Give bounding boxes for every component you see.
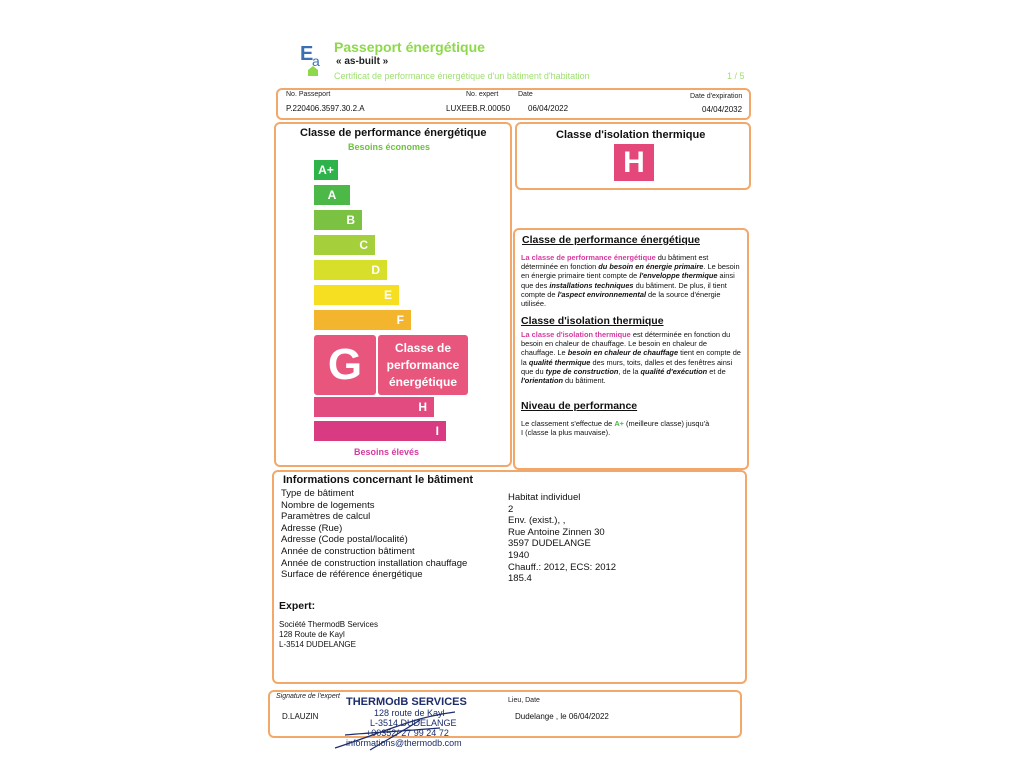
signer-name: D.LAUZIN xyxy=(282,712,319,721)
stamp-line: 128 route de Kayl xyxy=(374,708,445,718)
explanation-heading-level: Niveau de performance xyxy=(521,400,638,412)
caption-line-2: performance xyxy=(386,358,460,372)
class-bar-f: F xyxy=(314,310,411,330)
text: est déterminée en fonction du besoin en chaleur de chauffage. Le besoin en chaleur de chauffage. Le xyxy=(521,330,731,358)
text: des murs, toits, dalles et des fenêtres ainsi que du xyxy=(521,357,733,376)
text: , de la xyxy=(618,366,641,376)
page-number: 1 / 5 xyxy=(727,71,745,81)
insulation-class-title: Classe d'isolation thermique xyxy=(556,129,706,141)
info-label: Année de construction bâtiment xyxy=(281,545,415,557)
class-bar-h: H xyxy=(314,397,434,417)
expert-address xyxy=(279,620,378,650)
caption-line-1: Classe de xyxy=(394,341,452,355)
term: qualité thermique xyxy=(528,357,591,367)
class-bar-a: A xyxy=(314,185,350,205)
text: Le classement s'effectue de xyxy=(521,419,615,428)
text: de la source d'énergie utilisée. xyxy=(521,289,721,309)
passport-subtitle: « as-built » xyxy=(336,56,389,67)
svg-text:a: a xyxy=(312,53,320,69)
text: et de xyxy=(707,366,726,376)
best-class: A+ xyxy=(614,419,624,428)
passport-number: P.220406.3597.30.2.A xyxy=(286,104,365,113)
info-value: Chauff.: 2012, ECS: 2012 xyxy=(508,561,617,573)
term: besoin en chaleur de chauffage xyxy=(567,348,679,358)
class-bar-c: C xyxy=(314,235,375,255)
info-values xyxy=(508,492,616,585)
info-value: 3597 DUDELANGE xyxy=(508,538,591,550)
expert-line: L-3514 DUDELANGE xyxy=(279,640,356,649)
term: l'orientation xyxy=(521,376,563,386)
svg-text:E: E xyxy=(300,43,314,65)
passport-number-label: No. Passeport xyxy=(286,91,331,98)
term: l'aspect environnemental xyxy=(557,289,646,299)
term-performance: La classe de performance énergétique xyxy=(521,253,656,262)
expiry-date: 04/04/2032 xyxy=(702,105,743,114)
expert-line: 128 Route de Kayl xyxy=(279,630,345,639)
explanation-insulation-text xyxy=(521,330,743,385)
expert-line: Société ThermodB Services xyxy=(279,620,379,629)
place-date-label: Lieu, Date xyxy=(508,697,540,704)
explanation-heading-insulation: Classe d'isolation thermique xyxy=(521,315,664,327)
text: (meilleure classe) jusqu'à I (classe la plus mauvaise). xyxy=(521,419,710,438)
current-class-g: G xyxy=(314,335,376,395)
issue-date: 06/04/2022 xyxy=(528,104,569,113)
stamp-line: +00352/ 27 99 24 72 xyxy=(366,728,449,738)
class-bar-d: D xyxy=(314,260,387,280)
term: qualité d'exécution xyxy=(640,366,708,376)
info-label: Type de bâtiment xyxy=(281,488,354,499)
building-info-title: Informations concernant le bâtiment xyxy=(283,474,474,486)
explanation-heading-performance: Classe de performance énergétique xyxy=(522,234,700,246)
passport-title: Passeport énergétique xyxy=(334,39,485,55)
info-label: Surface de référence énergétique xyxy=(281,569,423,581)
energy-class-title: Classe de performance énergétique xyxy=(300,127,487,139)
info-label: Adresse (Code postal/localité) xyxy=(281,534,408,546)
text: du bâtiment. xyxy=(563,376,606,386)
text: tient en compte de la xyxy=(521,348,741,367)
text: du bâtiment. De plus, il tient compte de xyxy=(521,280,727,299)
info-value: 2 xyxy=(508,503,514,515)
explanation-performance-text xyxy=(521,253,743,308)
info-value: Habitat individuel xyxy=(508,492,581,503)
handwritten-signature-icon xyxy=(330,700,470,755)
term: installations techniques xyxy=(549,280,634,290)
high-needs-label: Besoins élevés xyxy=(354,447,420,457)
class-bar-b: B xyxy=(314,210,362,230)
signature-label: Signature de l'expert xyxy=(276,693,340,700)
class-bar-a-plus: A+ xyxy=(314,160,338,180)
energy-passport-logo-icon xyxy=(300,40,326,80)
certificate-caption: Certificat de performance énergétique d'un bâtiment d'habitation xyxy=(334,71,590,81)
info-value: Env. (exist.), , xyxy=(508,515,566,527)
text: ainsi que des xyxy=(521,271,735,290)
stamp-company: THERMOdB SERVICES xyxy=(346,696,467,708)
info-label: Paramètres de calcul xyxy=(281,511,371,523)
current-class-caption xyxy=(378,335,468,395)
info-label: Année de construction installation chauffage xyxy=(281,557,468,569)
info-label: Adresse (Rue) xyxy=(281,522,343,534)
explanation-level-text xyxy=(521,419,711,437)
term: type de construction xyxy=(545,366,619,376)
insulation-class-badge: H xyxy=(614,144,654,181)
class-bar-i: I xyxy=(314,421,446,441)
stamp-line: L-3514 DUDELANGE xyxy=(370,718,457,728)
term-insulation: La classe d'isolation thermique xyxy=(521,330,631,339)
expert-title: Expert: xyxy=(279,600,316,612)
text: du bâtiment est déterminée en fonction xyxy=(521,253,709,272)
caption-line-3: énergétique xyxy=(388,375,457,389)
info-value: 185.4 xyxy=(508,573,532,585)
class-bar-e: E xyxy=(314,285,399,305)
info-label: Nombre de logements xyxy=(281,499,375,511)
expiry-date-label: Date d'expiration xyxy=(690,93,743,100)
stamp-line: informations@thermodb.com xyxy=(346,738,462,748)
expert-number-label: No. expert xyxy=(466,91,499,98)
text: . Le besoin en énergie primaire tient compte de xyxy=(521,262,740,281)
info-labels xyxy=(281,488,467,581)
expert-number: LUXEEB.R.00050 xyxy=(446,104,511,113)
term: du besoin en énergie primaire xyxy=(598,262,704,272)
economical-needs-label: Besoins économes xyxy=(348,142,431,152)
date-label: Date xyxy=(518,91,533,98)
info-value: Rue Antoine Zinnen 30 xyxy=(508,526,605,538)
place-date-value: Dudelange , le 06/04/2022 xyxy=(515,712,609,721)
term: l'enveloppe thermique xyxy=(639,271,718,281)
info-value: 1940 xyxy=(508,549,530,561)
